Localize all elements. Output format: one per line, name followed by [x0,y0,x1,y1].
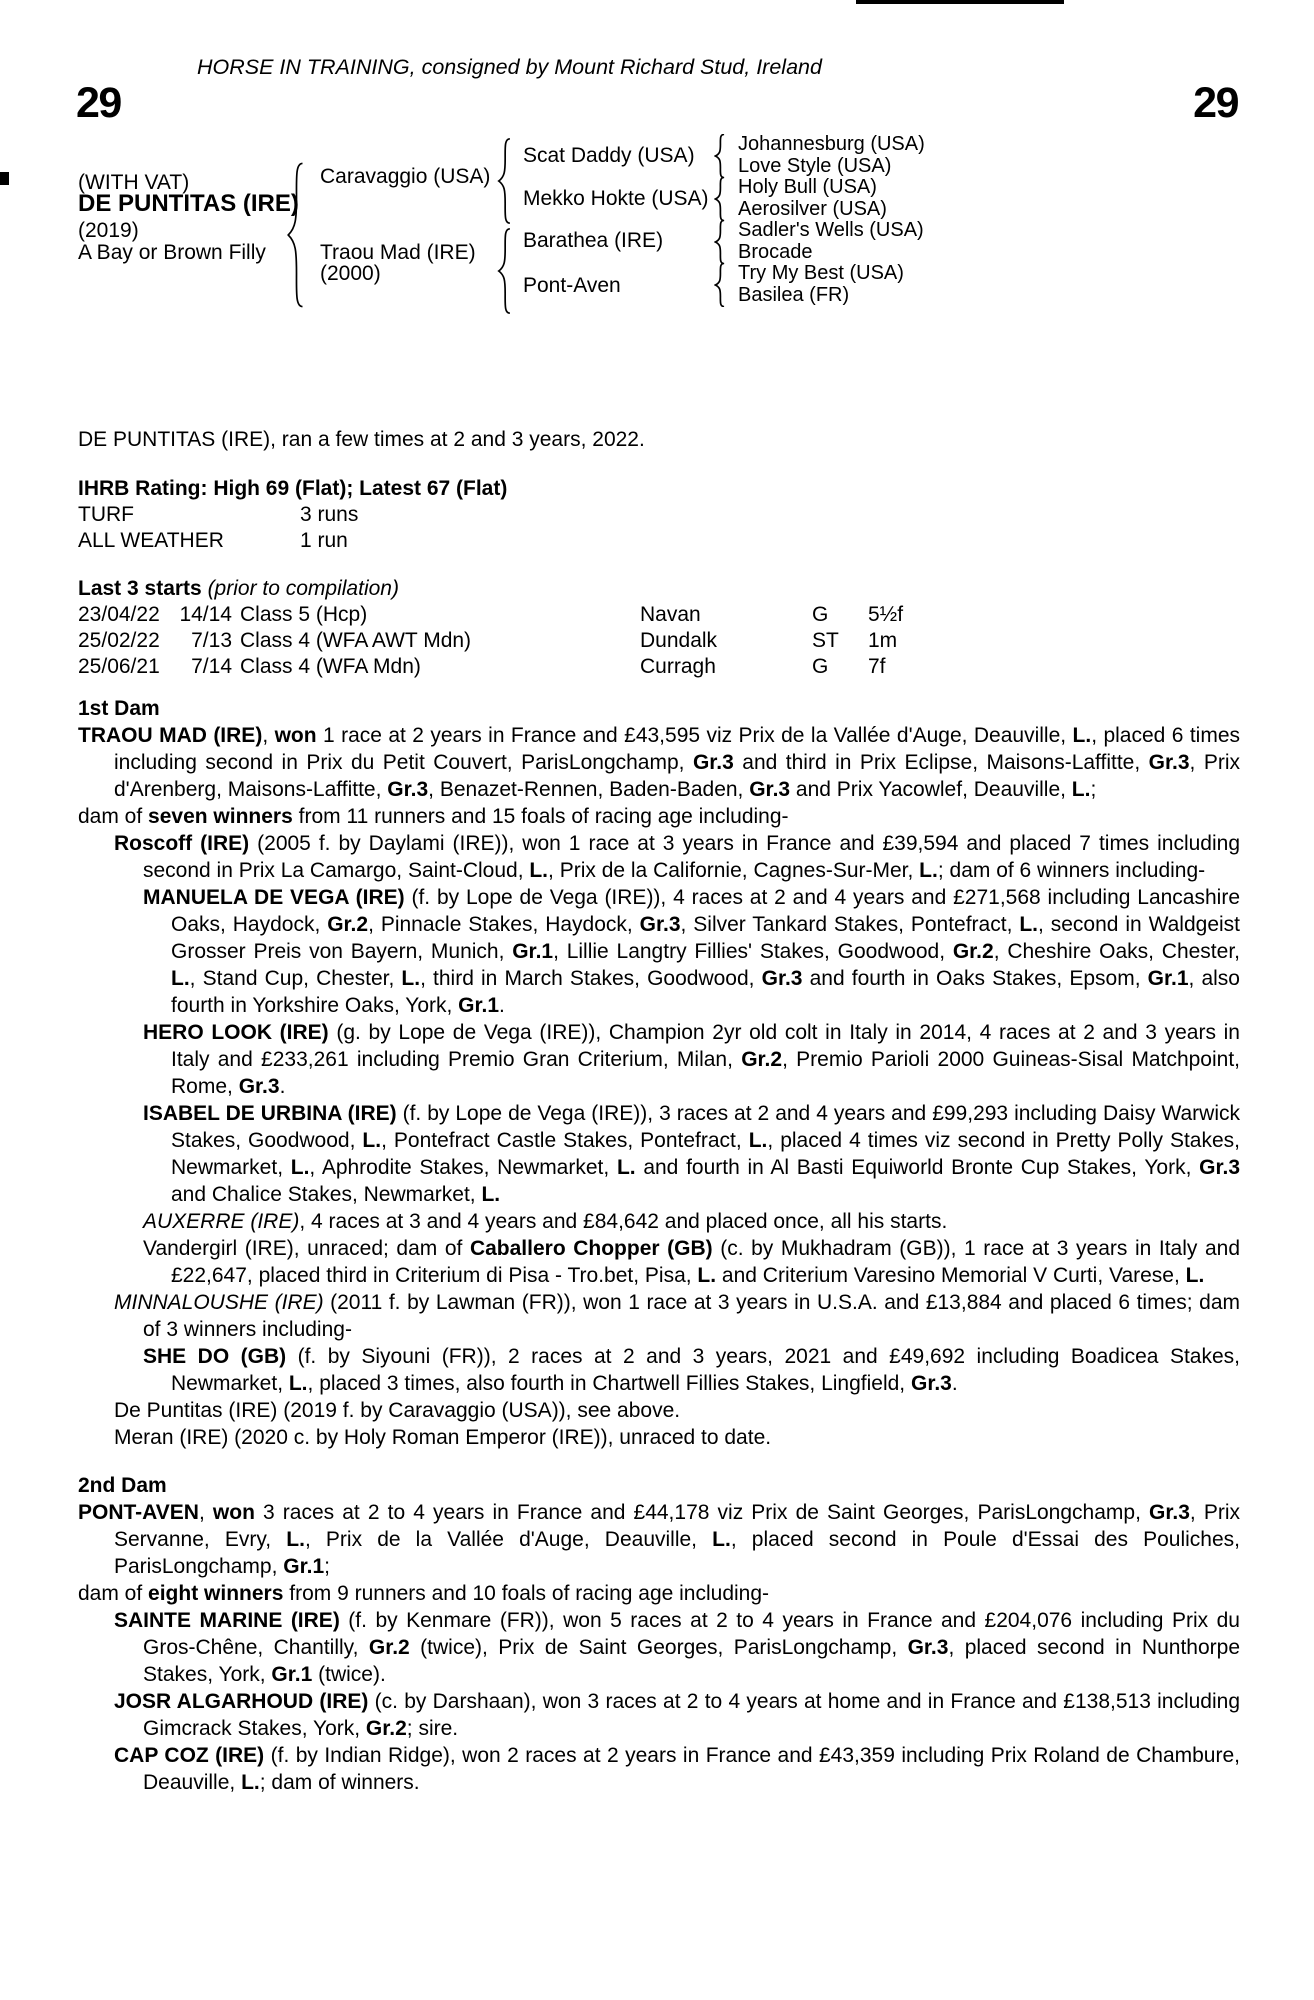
lot-number-right: 29 [1193,79,1238,127]
pedigree-brace-g4-4 [714,263,725,307]
pedigree-paragraph: De Puntitas (IRE) (2019 f. by Caravaggio (USA)), see above. [114,1399,681,1422]
race-start-row: 25/02/22 7/13 Class 4 (WFA AWT Mdn) Dundalk ST 1m [78,629,898,652]
race-start-row: 25/06/21 7/14 Class 4 (WFA Mdn) Curragh G 7f [78,655,886,678]
pedigree-paragraph: Roscoff (IRE) (2005 f. by Daylami (IRE)), won 1 race at 3 years in France and £39,594 and placed 7 times including second in Prix La Camargo, Saint-Cloud, L., Prix de la Californie, Cagnes-Sur-Mer, L.; dam of 6 winners including- [114,832,1240,882]
pedigree-brace-dam [497,228,511,314]
pedigree-paragraph: HERO LOOK (IRE) (g. by Lope de Vega (IRE)), Champion 2yr old colt in Italy in 2014, 4 races at 2 and 3 years in Italy and £233,261 including Premio Gran Criterium, Milan, Gr.2, Premio Parioli 2000 Guineas-Sisal Matchpoint, Rome, Gr.3. [143,1021,1240,1098]
second-dam-section [78,1472,1240,1796]
rating-row: TURF 3 runs [78,503,359,526]
second-dam-heading: 2nd Dam [78,1474,167,1497]
rating-section [78,475,1240,554]
last-starts-subtitle: (prior to compilation) [207,577,399,600]
page-title: HORSE IN TRAINING, consigned by Mount Richard Stud, Ireland [197,55,822,79]
pedigree-paragraph: AUXERRE (IRE), 4 races at 3 and 4 years and £84,642 and placed once, all his starts. [143,1210,948,1233]
pedigree-paragraph: Meran (IRE) (2020 c. by Holy Roman Emperor (IRE)), unraced to date. [114,1426,772,1449]
pedigree-paragraph: JOSR ALGARHOUD (IRE) (c. by Darshaan), won 3 races at 2 to 4 years at home and in France and £138,513 including Gimcrack Stakes, York, Gr.2; sire. [114,1690,1241,1740]
pedigree-dam: Traou Mad (IRE) [320,241,476,264]
pedigree-dam-year: (2000) [320,262,381,285]
pedigree-gen3-sire-sire: Scat Daddy (USA) [523,144,695,167]
catalogue-text [78,426,1240,1796]
pedigree-paragraph: PONT-AVEN, won 3 races at 2 to 4 years in France and £44,178 viz Prix de Saint Georges, ParisLongchamp, Gr.3, Prix Servanne, Evry, L., Prix de la Vallée d'Auge, Deauville, L., placed second in Poule d'Essai des Pouliches, ParisLongchamp, Gr.1; [78,1501,1240,1578]
pedigree-gen3-sire-dam: Mekko Hokte (USA) [523,187,709,210]
last-starts-title: Last 3 starts [78,577,208,600]
scan-artifact-top [856,0,1064,4]
pedigree-paragraph: SAINTE MARINE (IRE) (f. by Kenmare (FR)), won 5 races at 2 to 4 years in France and £204,076 including Prix du Gros-Chêne, Chantilly, Gr.2 (twice), Prix de Saint Georges, ParisLongchamp, Gr.3, placed second in Nunthorpe Stakes, York, Gr.1 (twice). [114,1609,1240,1686]
pedigree-gen3-dam-dam: Pont-Aven [523,274,621,297]
race-start-row: 23/04/22 14/14 Class 5 (Hcp) Navan G 5½f [78,603,904,626]
first-dam-section [78,695,1240,1451]
rating-heading: IHRB Rating: High 69 (Flat); Latest 67 (Flat) [78,477,508,500]
pedigree-paragraph: ISABEL DE URBINA (IRE) (f. by Lope de Vega (IRE)), 3 races at 2 and 4 years and £99,293 including Daisy Warwick Stakes, Goodwood, L., Pontefract Castle Stakes, Pontefract, L., placed 4 times viz second in Pretty Polly Stakes, Newmarket, L., Aphrodite Stakes, Newmarket, L. and fourth in Al Basti Equiworld Bronte Cup Stakes, York, Gr.3 and Chalice Stakes, Newmarket, L. [143,1102,1241,1206]
last-starts-heading [78,575,1240,602]
summary-line: DE PUNTITAS (IRE), ran a few times at 2 and 3 years, 2022. [78,428,645,451]
pedigree-paragraph: dam of eight winners from 9 runners and 10 foals of racing age including- [78,1582,770,1605]
pedigree-paragraph: Vandergirl (IRE), unraced; dam of Caballero Chopper (GB) (c. by Mukhadram (GB)), 1 race at 3 years in Italy and £22,647, placed third in Criterium di Pisa - Tro.bet, Pisa, L. and Criterium Varesino Memorial V Curti, Varese, L. [143,1237,1240,1287]
pedigree-gen4-name: Aerosilver (USA) [738,198,887,220]
pedigree-gen4-name: Try My Best (USA) [738,262,904,284]
first-dam-paragraphs [78,722,1240,1451]
horse-name: DE PUNTITAS (IRE) [78,190,299,217]
pedigree-brace-g4-3 [714,220,725,264]
pedigree-paragraph: MANUELA DE VEGA (IRE) (f. by Lope de Vega (IRE)), 4 races at 2 and 4 years and £271,568 including Lancashire Oaks, Haydock, Gr.2, Pinnacle Stakes, Haydock, Gr.3, Silver Tankard Stakes, Pontefract, L., second in Waldgeist Grosser Preis von Bayern, Munich, Gr.1, Lillie Langtry Fillies' Stakes, Goodwood, Gr.2, Cheshire Oaks, Chester, L., Stand Cup, Chester, L., third in March Stakes, Goodwood, Gr.3 and fourth in Oaks Stakes, Epsom, Gr.1, also fourth in Yorkshire Oaks, York, Gr.1. [143,886,1241,1017]
pedigree-gen4-name: Brocade [738,241,813,263]
rating-row: ALL WEATHER 1 run [78,529,348,552]
horse-description: A Bay or Brown Filly [78,241,266,264]
pedigree-chart [0,132,1314,324]
pedigree-paragraph: TRAOU MAD (IRE), won 1 race at 2 years in France and £43,595 viz Prix de la Vallée d'Auge, Deauville, L., placed 6 times including second in Prix du Petit Couvert, ParisLongchamp, Gr.3 and third in Prix Eclipse, Maisons-Laffitte, Gr.3, Prix d'Arenberg, Maisons-Laffitte, Gr.3, Benazet-Rennen, Baden-Baden, Gr.3 and Prix Yacowlef, Deauville, L.; [78,724,1241,801]
last-starts-section [78,575,1240,680]
lot-number-left: 29 [76,79,121,127]
pedigree-gen4-name: Sadler's Wells (USA) [738,219,924,241]
vat-note: (WITH VAT) [78,171,190,194]
first-dam-heading: 1st Dam [78,697,160,720]
pedigree-brace-gen1 [286,162,304,308]
pedigree-gen4-name: Holy Bull (USA) [738,176,877,198]
pedigree-brace-sire [497,138,511,224]
pedigree-brace-g4-1 [714,134,725,178]
foaling-year: (2019) [78,219,139,242]
pedigree-paragraph: CAP COZ (IRE) (f. by Indian Ridge), won 2 races at 2 years in France and £43,359 including Prix Roland de Chambure, Deauville, L.; dam of winners. [114,1744,1240,1794]
pedigree-gen4-name: Love Style (USA) [738,155,892,177]
pedigree-gen4-name: Basilea (FR) [738,284,850,306]
pedigree-paragraph: dam of seven winners from 11 runners and 15 foals of racing age including- [78,805,789,828]
pedigree-gen4-name: Johannesburg (USA) [738,133,925,155]
pedigree-sire: Caravaggio (USA) [320,165,491,188]
rating-rows [78,502,1240,554]
second-dam-paragraphs [78,1499,1240,1796]
pedigree-gen3-dam-sire: Barathea (IRE) [523,229,664,252]
pedigree-paragraph: SHE DO (GB) (f. by Siyouni (FR)), 2 races at 2 and 3 years, 2021 and £49,692 including Boadicea Stakes, Newmarket, L., placed 3 times, also fourth in Chartwell Fillies Stakes, Lingfield, Gr.3. [143,1345,1240,1395]
pedigree-brace-g4-2 [714,177,725,221]
pedigree-paragraph: MINNALOUSHE (IRE) (2011 f. by Lawman (FR)), won 1 race at 3 years in U.S.A. and £13,884 and placed 6 times; dam of 3 winners including- [114,1291,1240,1341]
last-starts-rows [78,602,1240,680]
